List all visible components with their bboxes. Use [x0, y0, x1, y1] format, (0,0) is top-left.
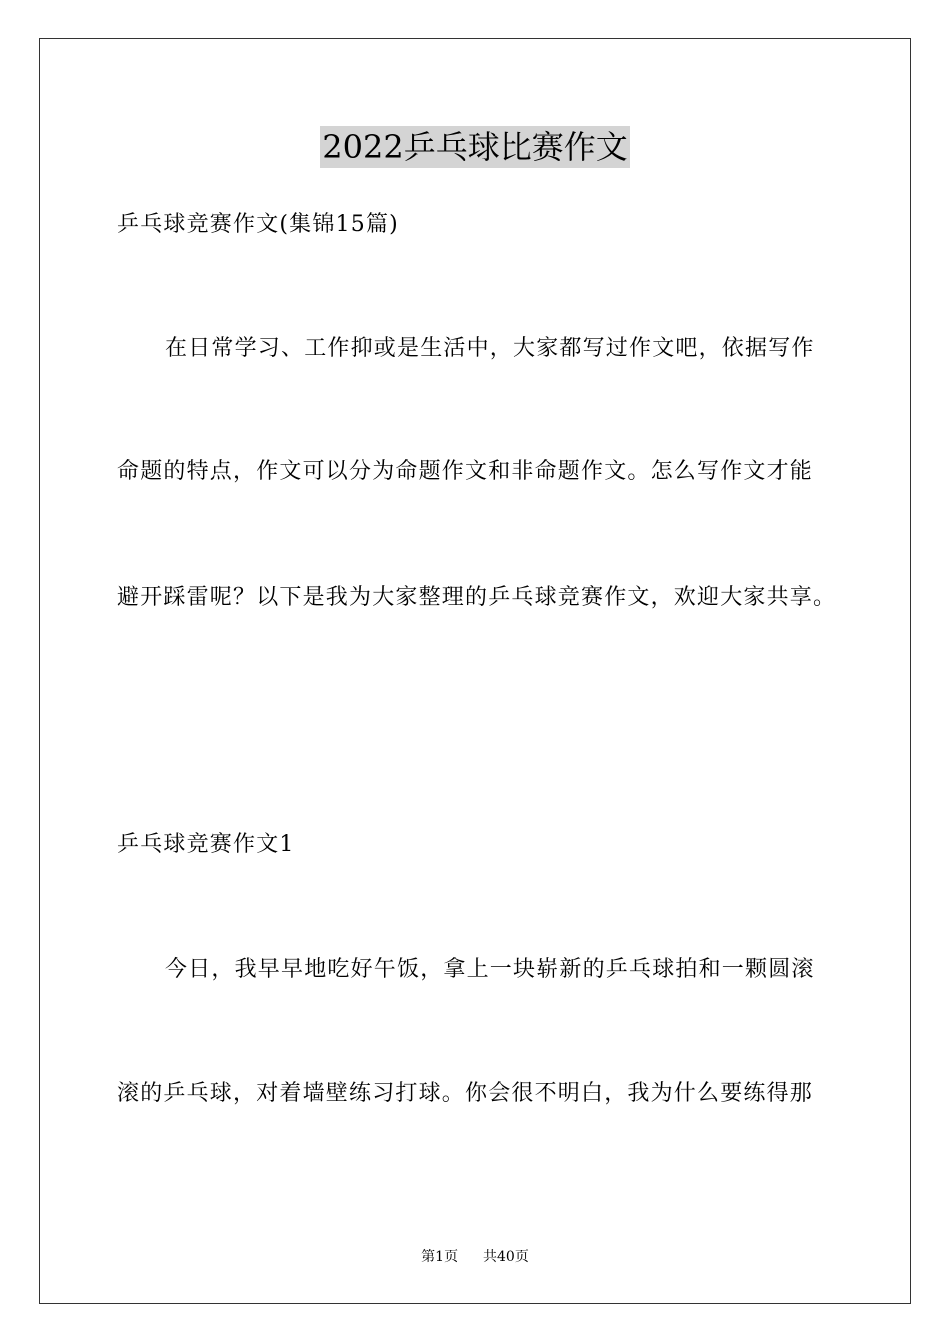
document-title: 2022乒乓球比赛作文 — [322, 128, 628, 166]
section-heading: 乒乓球竞赛作文1 — [117, 832, 295, 857]
page-number: 第1页 — [421, 1249, 459, 1265]
document-subtitle: 乒乓球竞赛作文(集锦15篇) — [117, 212, 399, 237]
title-container — [0, 126, 950, 168]
section-line-1: 今日，我早早地吃好午饭，拿上一块崭新的乒乓球拍和一颗圆滚 — [165, 957, 815, 982]
intro-line-1: 在日常学习、工作抑或是生活中，大家都写过作文吧，依据写作 — [165, 336, 815, 361]
page-total: 共40页 — [483, 1249, 529, 1265]
intro-line-2: 命题的特点，作文可以分为命题作文和非命题作文。怎么写作文才能 — [117, 459, 814, 484]
section-line-2: 滚的乒乓球，对着墙壁练习打球。你会很不明白，我为什么要练得那 — [117, 1081, 814, 1106]
page-footer — [0, 1247, 950, 1267]
intro-line-3: 避开踩雷呢？以下是我为大家整理的乒乓球竞赛作文，欢迎大家共享。 — [117, 585, 837, 610]
